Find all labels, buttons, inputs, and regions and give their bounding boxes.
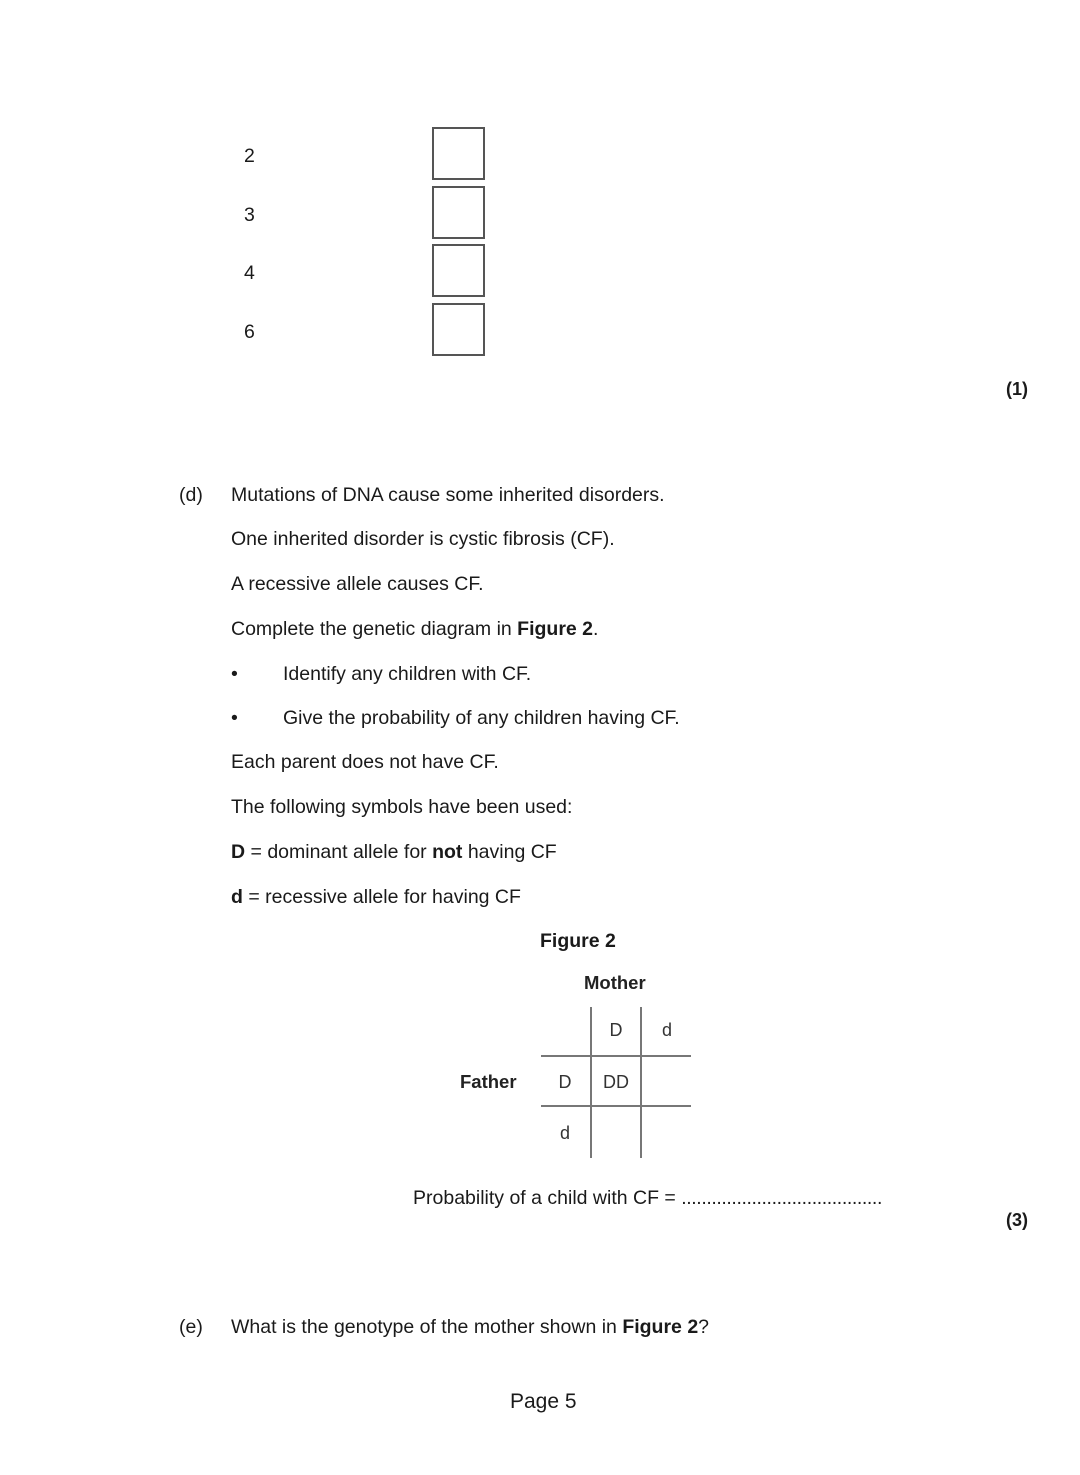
symbol: d: [231, 886, 243, 908]
instruction-text-part: Complete the genetic diagram in: [231, 618, 518, 640]
offspring-cell[interactable]: [592, 1122, 640, 1144]
option-label: 2: [244, 145, 255, 167]
grid-line: [541, 1055, 691, 1057]
father-label: Father: [460, 1071, 517, 1092]
tick-box[interactable]: [432, 186, 485, 239]
instruction-text: [231, 617, 598, 641]
option-label: 6: [244, 321, 255, 343]
emphasis: not: [432, 841, 463, 863]
tick-box[interactable]: [432, 244, 485, 297]
bullet-item: Give the probability of any children having CF.: [283, 707, 680, 729]
question-text: Mutations of DNA cause some inherited disorders.: [231, 484, 665, 506]
part-label-e: (e): [179, 1316, 203, 1338]
part-label-d: (d): [179, 484, 203, 506]
father-allele: d: [559, 1123, 570, 1143]
answer-prompt: Probability of a child with CF =: [413, 1187, 682, 1209]
question-text: The following symbols have been used:: [231, 796, 573, 818]
father-allele: D: [558, 1072, 572, 1092]
symbol-definition: [231, 840, 557, 864]
question-text: A recessive allele causes CF.: [231, 573, 484, 595]
answer-field[interactable]: ........................................: [681, 1187, 882, 1209]
tick-box[interactable]: [432, 127, 485, 180]
marks-label: (1): [1006, 379, 1028, 399]
definition-text: = recessive allele for having CF: [242, 886, 521, 908]
grid-line: [640, 1007, 642, 1158]
definition-text: having CF: [462, 841, 557, 863]
figure-reference: Figure 2: [517, 618, 594, 640]
figure-title: Figure 2: [540, 930, 616, 952]
page-number: Page 5: [510, 1390, 577, 1413]
symbol-definition: [231, 885, 521, 909]
mother-label: Mother: [584, 972, 646, 993]
tick-box[interactable]: [432, 303, 485, 356]
offspring-cell[interactable]: [643, 1071, 691, 1093]
bullet-icon: •: [231, 707, 238, 729]
symbol: D: [231, 841, 246, 863]
question-text-part: What is the genotype of the mother shown in: [231, 1316, 623, 1338]
grid-line: [541, 1105, 691, 1107]
offspring-cell[interactable]: DD: [603, 1072, 629, 1092]
answer-line: [413, 1186, 882, 1210]
option-label: 3: [244, 204, 255, 226]
mother-allele: D: [609, 1020, 623, 1040]
question-text: [231, 1315, 709, 1339]
offspring-cell[interactable]: [643, 1122, 691, 1144]
question-text-part: ?: [698, 1316, 710, 1338]
figure-reference: Figure 2: [622, 1316, 699, 1338]
bullet-icon: •: [231, 663, 238, 685]
question-text: Each parent does not have CF.: [231, 751, 499, 773]
option-label: 4: [244, 262, 255, 284]
definition-text: = dominant allele for: [245, 841, 433, 863]
bullet-item: Identify any children with CF.: [283, 663, 532, 685]
mother-allele: d: [661, 1020, 672, 1040]
marks-label: (3): [1006, 1210, 1028, 1230]
instruction-text-part: .: [593, 618, 599, 640]
question-text: One inherited disorder is cystic fibrosis (CF).: [231, 528, 615, 550]
